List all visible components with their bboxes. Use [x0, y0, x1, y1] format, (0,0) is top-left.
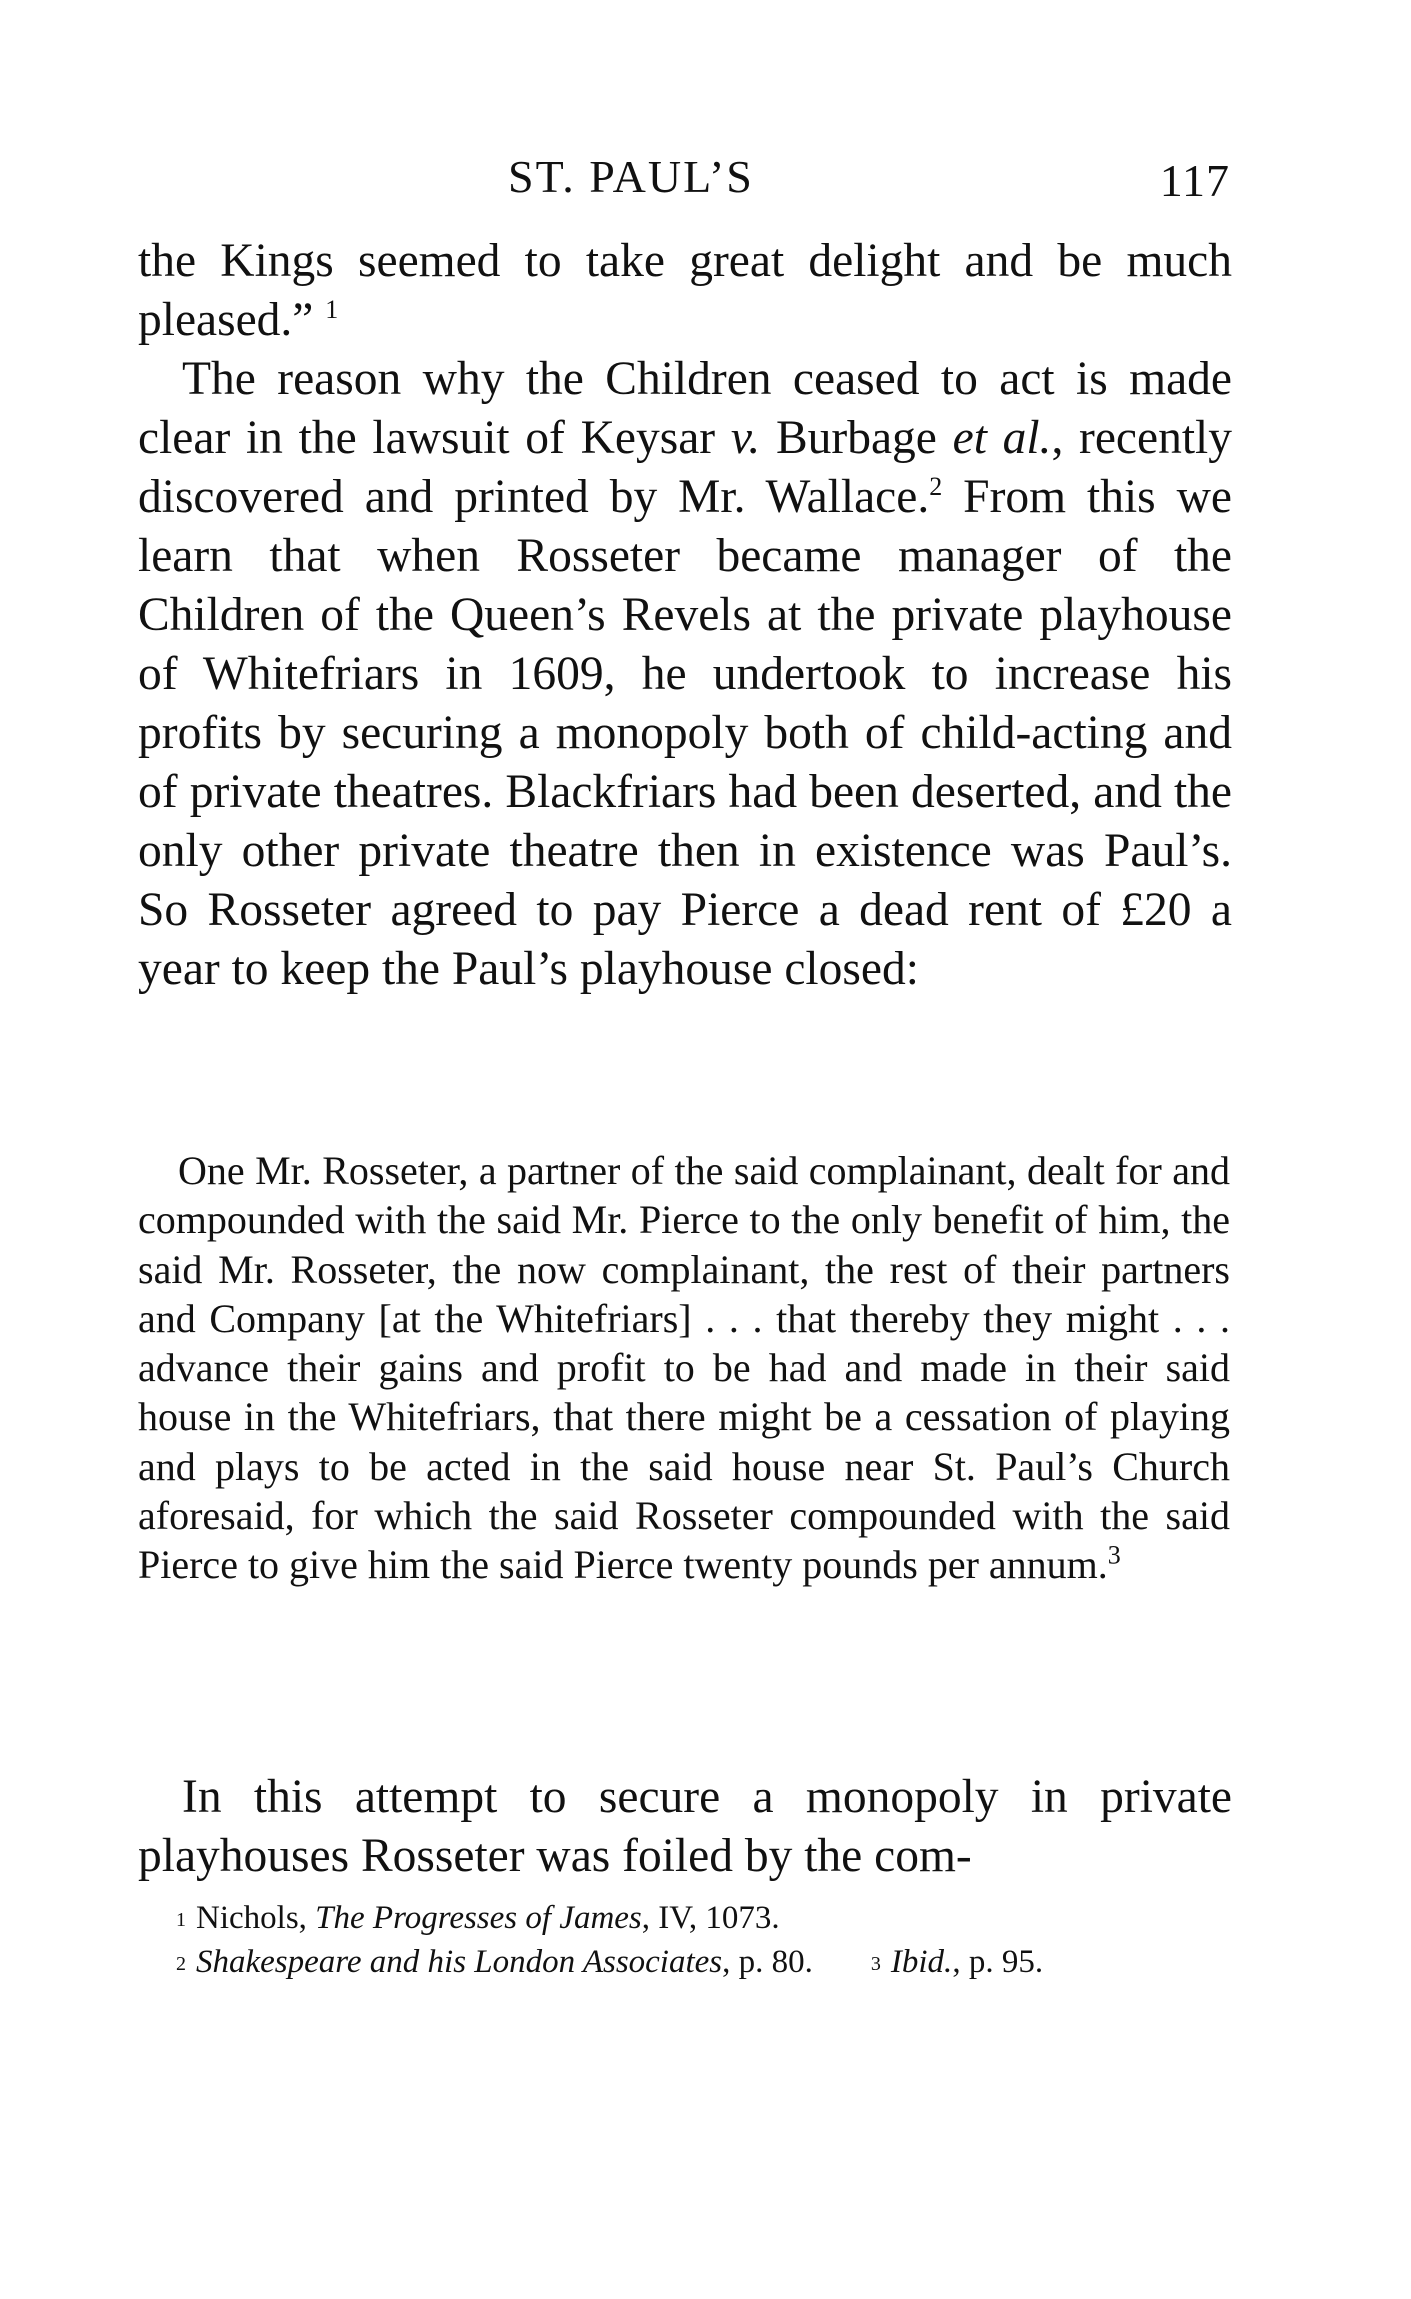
footnote-mark-1: 1	[176, 1909, 186, 1931]
body-text-upper	[138, 232, 1232, 999]
body-text-lower	[138, 1768, 1232, 1886]
footnotes	[176, 1896, 1230, 1984]
footnote-mark-2: 2	[176, 1953, 186, 1975]
footnote-1-post: , IV, 1073.	[641, 1900, 780, 1936]
et-al: et al.	[952, 412, 1052, 464]
footnote-3-title: Ibid.	[890, 1944, 953, 1980]
quote-text: One Mr. Rosseter, a partner of the said complainant, dealt for and compounded with the said Mr. Pierce to the only benefit of him, the said Mr. Rosseter, the now complainant, the rest of their partners and Company [at the Whitefriars] . . . that thereby they might . . . advance their gains and profit to be had and made in their said house in the Whitefriars, that there might be a cessation of playing and plays to be acted in the said house near St. Paul’s Church aforesaid, for which the said Rosseter compounded with the said Pierce to give him the said Pierce twenty pounds per annum.	[138, 1148, 1230, 1588]
paragraph-3-text: In this attempt to secure a monopoly in private playhouses Rosseter was foiled by the com-	[138, 1771, 1232, 1882]
paragraph-2-text-d: From this we learn that when Rosseter became manager of the Children of the Queen’s Revels at the private playhouse of Whitefriars in 1609, he undertook to increase his profits by securing a monopoly both of child-acting and of private theatres. Blackfriars had been deserted, and the only other private theatre then in existence was Paul’s. So Rosseter agreed to pay Pierce a dead rent of £20 a year to keep the Paul’s playhouse closed:	[138, 471, 1232, 995]
footnote-2-title: Shakespeare and his London Associates	[196, 1944, 723, 1980]
footnote-1-pre: Nichols,	[196, 1900, 316, 1936]
footnote-mark-3: 3	[870, 1953, 881, 1975]
footnote-1-title: The Progresses of James	[315, 1900, 642, 1936]
footnote-ref-3: 3	[1107, 1541, 1121, 1571]
paragraph-3	[138, 1768, 1232, 1886]
block-quote	[138, 1146, 1230, 1590]
footnote-2-3	[176, 1940, 1230, 1984]
page-number: 117	[1159, 155, 1230, 206]
footnote-3-post: , p. 95.	[952, 1944, 1044, 1980]
footnote-2-post: , p. 80.	[722, 1944, 813, 1980]
footnote-1	[176, 1896, 1230, 1940]
footnote-ref-1: 1	[325, 295, 339, 325]
running-head: ST. PAUL’S	[508, 151, 754, 202]
footnote-ref-2: 2	[929, 472, 943, 502]
quote-paragraph	[138, 1146, 1230, 1590]
paragraph-1-text: the Kings seemed to take great delight and be much pleased.”	[138, 235, 1232, 346]
paragraph-2-text-a: The reason why the Children ceased to act is made clear in the lawsuit of Keysar	[138, 353, 1232, 464]
page-header	[138, 150, 1230, 206]
paragraph-2-text-b: Burbage	[760, 412, 953, 464]
paragraph-2	[138, 350, 1232, 999]
versus-abbrev: v.	[730, 412, 761, 464]
paragraph-1	[138, 232, 1232, 350]
paragraph-2-text-c: , recently discovered and printed by Mr. Wallace.	[138, 412, 1232, 523]
